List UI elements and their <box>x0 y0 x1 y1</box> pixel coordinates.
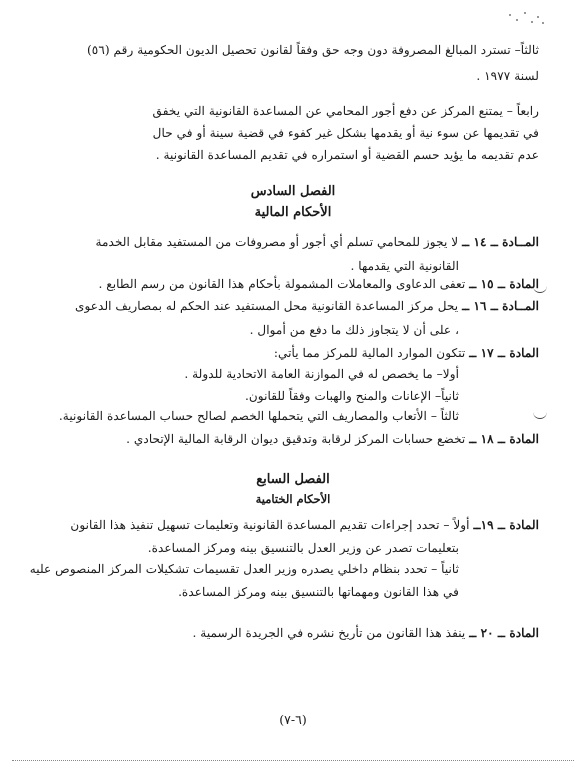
article-19-text: أولاً – تحدد إجراءات تقديم المساعدة القانونية وتعليمات تسهيل تنفيذ هذا القانون <box>70 518 470 532</box>
article-19-line-2: ثانياً – تحدد بنظام داخلي يصدره وزير العدل تقسيمات تشكيلات المركز المنصوص عليه <box>29 562 459 576</box>
article-17-item-2: ثانياً– الإعانات والمنح والهبات وفقاً للقانون. <box>244 389 459 403</box>
article-16-cont: ، على أن لا يتجاوز ذلك ما دفع من أموال . <box>249 323 459 337</box>
scan-speckles <box>506 10 546 26</box>
chapter-7-subtitle: الأحكام الختامية <box>255 492 331 506</box>
article-18 <box>126 431 539 447</box>
scan-mark-upper <box>533 284 547 293</box>
chapter-6-title: الفصل السادس <box>250 184 336 199</box>
article-14 <box>95 234 539 250</box>
article-20 <box>193 625 539 641</box>
article-19-label: المادة ــ ١٩ــ <box>473 518 539 532</box>
article-17-item-3: ثالثاً – الأتعاب والمصاريف التي يتحملها الخصم لصالح حساب المساعدة القانونية. <box>58 409 459 423</box>
chapter-7-title: الفصل السابع <box>256 472 330 487</box>
article-15 <box>99 276 539 292</box>
scan-mark-lower <box>533 410 547 419</box>
article-19-line-3: في هذا القانون ومهماتها بالتنسيق بينه ومركز المساعدة. <box>178 585 459 599</box>
article-14-cont: القانونية التي يقدمها . <box>350 259 459 273</box>
bottom-dotted-rule <box>12 760 574 761</box>
article-20-label: المادة ــ ٢٠ ــ <box>469 626 539 640</box>
article-14-label: المــادة ــ ١٤ ــ <box>462 235 539 249</box>
article-14-text: لا يجوز للمحامي تسلم أي أجور أو مصروفات من المستفيد مقابل الخدمة <box>95 235 459 249</box>
article-20-text: ينفذ هذا القانون من تأريخ نشره في الجريدة الرسمية . <box>192 626 466 640</box>
article-17-text: تتكون الموارد المالية للمركز مما يأتي: <box>273 346 466 360</box>
article-16 <box>75 298 539 314</box>
para-fourthly: رابعاً – يمتنع المركز عن دفع أجور المحامي عن المساعدة القانونية التي يخفق <box>152 104 539 118</box>
article-18-label: المادة ــ ١٨ ــ <box>469 432 539 446</box>
para-thirdly: ثالثاً– تسترد المبالغ المصروفة دون وجه حق وفقاً لقانون تحصيل الديون الحكومية رقم (٥٦) <box>87 43 539 57</box>
chapter-6-subtitle: الأحكام المالية <box>254 205 332 220</box>
article-16-text: يحل مركز المساعدة القانونية محل المستفيد عند الحكم له بمصاريف الدعوى <box>74 299 459 313</box>
article-15-label: المادة ــ ١٥ ــ <box>469 277 539 291</box>
article-18-text: تخضع حسابات المركز لرقابة وتدقيق ديوان الرقابة المالية الإتحادي . <box>126 432 466 446</box>
page-number: (٦-٧) <box>279 712 307 727</box>
para-fourthly-cont-1: في تقديمها عن سوء نية أو يقدمها بشكل غير كفوء في قضية سينة أو في حال <box>152 126 539 140</box>
article-15-text: تعفى الدعاوى والمعاملات المشمولة بأحكام هذا القانون من رسم الطابع . <box>98 277 466 291</box>
para-fourthly-cont-2: عدم تقديمه ما يؤيد حسم القضية أو استمراره في تقديم المساعدة القانونية . <box>155 148 539 162</box>
para-year: لسنة ١٩٧٧ . <box>476 69 539 83</box>
article-17 <box>274 345 539 361</box>
article-16-label: المــادة ــ ١٦ ــ <box>462 299 539 313</box>
article-17-item-1: أولا– ما يخصص له في الموازنة العامة الاتحادية للدولة . <box>184 367 459 381</box>
article-17-label: المادة ــ ١٧ ــ <box>469 346 539 360</box>
article-19-line-1: بتعليمات تصدر عن وزير العدل بالتنسيق بينه ومركز المساعدة. <box>147 541 459 555</box>
article-19 <box>70 517 539 533</box>
